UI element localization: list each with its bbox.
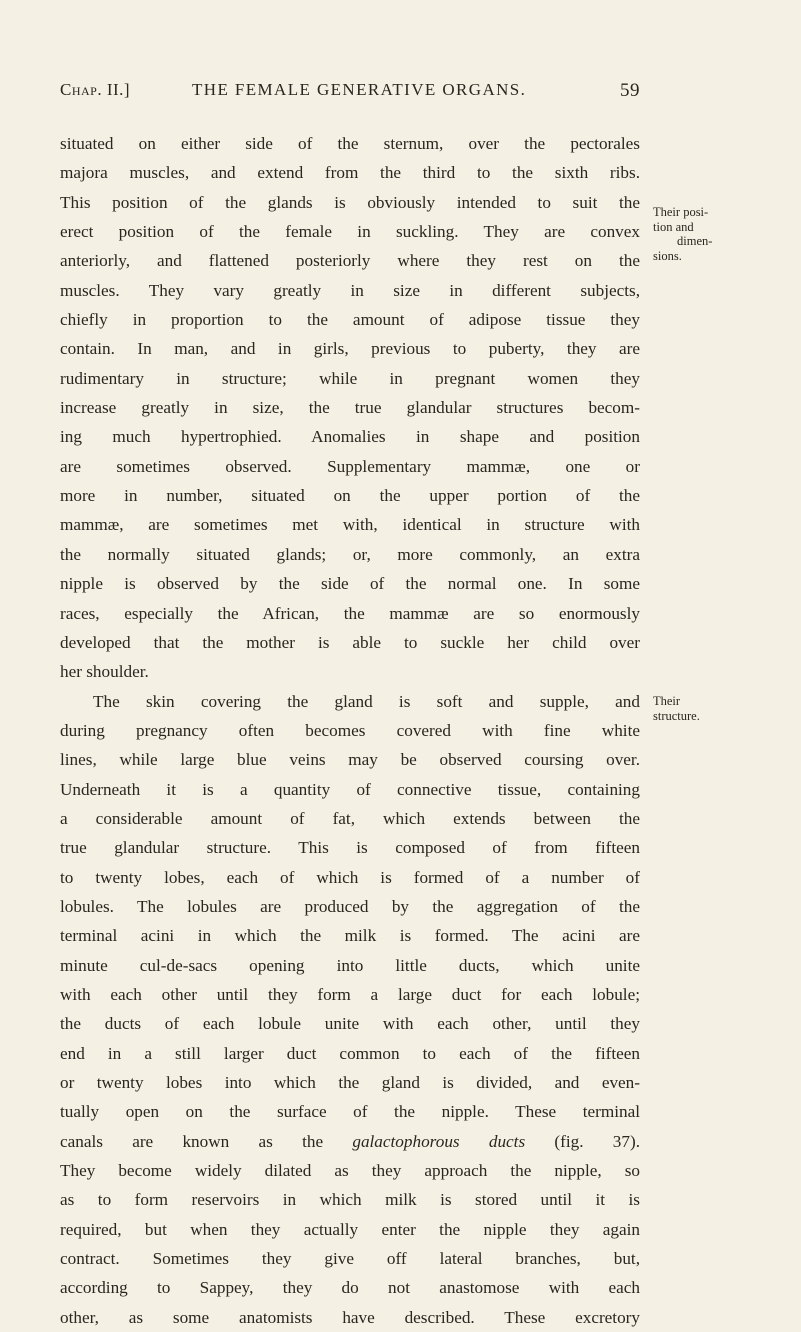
text-line: increase greatly in size, the true glandular structures becom- — [60, 398, 640, 418]
text-line: situated on either side of the sternum, over the pectorales — [60, 134, 640, 153]
text-line: according to Sappey, they do not anastomose with each — [60, 1278, 640, 1298]
page-number: 59 — [620, 80, 640, 101]
text-line: end in a still larger duct common to each of the fifteen — [60, 1043, 640, 1063]
text-line: lines, while large blue veins may be observed coursing over. — [60, 750, 640, 770]
text-line: other, as some anatomists have described. These excretory — [60, 1307, 640, 1327]
text-line: This position of the glands is obviously intended to suit the — [60, 192, 640, 212]
text-line-start: canals are known as the — [60, 1131, 353, 1151]
margin-note-line: sions. — [653, 248, 682, 263]
text-line: are sometimes observed. Supplementary mammæ, one or — [60, 456, 640, 476]
margin-note-line: tion and — [653, 219, 694, 234]
text-line: minute cul-de-sacs opening into little ducts, which unite — [60, 955, 640, 975]
text-line: contract. Sometimes they give off lateral branches, but, — [60, 1249, 640, 1269]
text-line: a considerable amount of fat, which extends between the — [60, 808, 640, 828]
text-line: to twenty lobes, each of which is formed of a number of — [60, 867, 640, 887]
text-line-end: (fig. 37). — [525, 1131, 641, 1151]
running-header — [60, 80, 640, 106]
chapter-label: Chap. II.] — [60, 80, 131, 99]
text-line: nipple is observed by the side of the normal one. In some — [60, 574, 640, 594]
text-line: They become widely dilated as they approach the nipple, so — [60, 1161, 640, 1181]
margin-note-line: structure. — [653, 708, 700, 723]
text-line: required, but when they actually enter the nipple they again — [60, 1219, 640, 1239]
text-line: majora muscles, and extend from the third to the sixth ribs. — [60, 163, 640, 183]
margin-note-structure — [653, 694, 793, 723]
margin-note-position — [653, 205, 793, 263]
text-line: more in number, situated on the upper portion of the — [60, 486, 640, 506]
text-line: or twenty lobes into which the gland is divided, and even- — [60, 1073, 640, 1092]
text-line: contain. In man, and in girls, previous to puberty, they are — [60, 339, 640, 359]
text-line: the ducts of each lobule unite with each other, until they — [60, 1014, 640, 1034]
text-line: ing much hypertrophied. Anomalies in shape and position — [60, 427, 640, 447]
text-line: terminal acini in which the milk is formed. The acini are — [60, 926, 640, 946]
margin-note-line: dimen- — [677, 234, 713, 248]
body-text — [60, 129, 640, 1332]
text-line: true glandular structure. This is composed of from fifteen — [60, 838, 640, 858]
text-line: as to form reservoirs in which milk is stored until it is — [60, 1190, 640, 1210]
text-line: chiefly in proportion to the amount of adipose tissue they — [60, 310, 640, 330]
margin-note-line: Their — [653, 694, 681, 708]
text-line — [60, 1127, 640, 1156]
text-line: her shoulder. — [60, 662, 149, 682]
text-line: erect position of the female in suckling. They are convex — [60, 222, 640, 242]
text-line: developed that the mother is able to suckle her child over — [60, 632, 640, 652]
text-line: muscles. They vary greatly in size in different subjects, — [60, 280, 640, 300]
italic-term: galactophorous ducts — [352, 1131, 526, 1151]
text-line: rudimentary in structure; while in pregnant women they — [60, 368, 640, 388]
text-line: mammæ, are sometimes met with, identical in structure with — [60, 515, 640, 535]
text-line: with each other until they form a large duct for each lobule; — [60, 984, 640, 1004]
text-line: lobules. The lobules are produced by the aggregation of the — [60, 896, 640, 916]
text-line: the normally situated glands; or, more commonly, an extra — [60, 544, 640, 564]
text-line: anteriorly, and flattened posteriorly where they rest on the — [60, 251, 640, 271]
text-line: Underneath it is a quantity of connective tissue, containing — [60, 779, 640, 799]
text-line: during pregnancy often becomes covered with fine white — [60, 720, 640, 740]
running-title: THE FEMALE GENERATIVE ORGANS. — [192, 80, 527, 99]
text-line: races, especially the African, the mammæ are so enormously — [60, 603, 640, 623]
text-line: tually open on the surface of the nipple. These terminal — [60, 1102, 640, 1122]
text-line: The skin covering the gland is soft and supple, and — [93, 691, 640, 711]
margin-note-line: Their posi- — [653, 205, 709, 219]
